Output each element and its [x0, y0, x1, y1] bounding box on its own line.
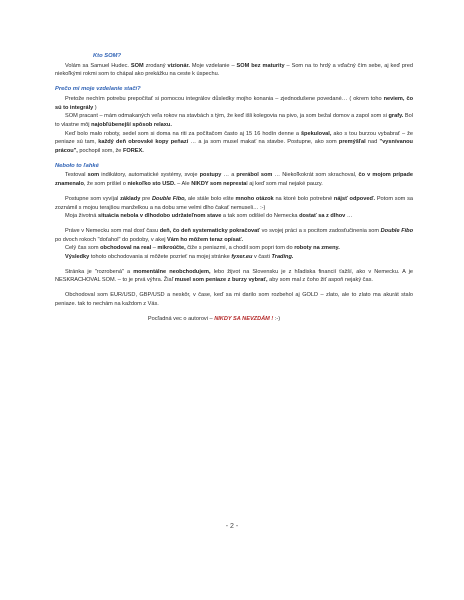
document-page: [55, 52, 413, 323]
bold-text: nájsť odpoveď.: [333, 195, 376, 202]
text: Potom som sa zoznámil s mojou terajšou manželkou a na dobu sme velmi dlho čakať nemuseli… :-): [55, 195, 414, 211]
text: Bol to vlastne môj: [55, 113, 413, 128]
bold-text: SOM bez maturity: [236, 62, 285, 69]
bold-text: Výsledky: [65, 254, 90, 261]
paragraph-intro: [55, 62, 413, 79]
text: l aj keď som mal nejaké pauzy.: [246, 181, 323, 188]
bold-text: dostať sa z dlhov: [299, 213, 346, 220]
bold-text: prerábol som: [236, 172, 273, 179]
text: aby som mal z čoho žiť aspoň nejaký čas.: [269, 277, 373, 284]
text: vo svojej práci a s pocitom zadosťučinenia som: [261, 227, 380, 234]
bold-text: deň, čo deň systematicky pokračovať: [159, 227, 260, 234]
page-number: - 2 -: [225, 523, 239, 530]
text: Keď bolo mało roboty, sedel som si doma na riti za počítačom často aj 15 16 hodín denne a: [65, 130, 299, 137]
bold-text: postupy: [199, 172, 222, 179]
bold-text: NIKDY som nepresta: [191, 181, 247, 188]
text: nad: [367, 139, 378, 146]
paragraph-website: [55, 268, 413, 285]
text: a tak som odišiel do Nemecka: [222, 213, 298, 220]
smiley-text: :-): [274, 315, 281, 322]
text: tohoto obchodovania si môžete pozrieť na mojej stránke: [90, 254, 230, 261]
text: … a ja som musel makať na stavbe. Postupne, ako som: [190, 139, 337, 146]
bold-text: mnoho otázok: [235, 195, 274, 202]
text: …: [346, 213, 353, 220]
text: lebo žijvot na Slovensku je z hľadiska financií ťažší, ako v Nemecku. A je NESKRACHOVAL SOM. – to je prvá výhra. Žiaľ: [55, 268, 413, 284]
text: čiže s peniazmi, a chodil som popri tom do: [187, 245, 293, 252]
text: ale stále bolo ešte: [187, 195, 234, 202]
bold-text: situácia nebola v dlhodobo udržateľnom stave: [97, 213, 222, 220]
text: Obchodoval som EUR/USD, GBP/USD a neskôr, v čase, keď sa mi darilo som rozbehol aj GOLD – zlato, ale to zlato ma akurát stalo peniaze. tak to nechám na každom z Vás.: [55, 292, 413, 307]
text: ): [94, 104, 97, 111]
text: Volám sa Samuel Hudec.: [65, 62, 129, 69]
bold-text: čo v mojom prípade znamenalo: [55, 172, 414, 188]
section-heading-not-easy: Neboło to ľahké: [55, 162, 99, 169]
bold-text: premýšľal: [338, 139, 366, 146]
text: Moje vzdelanie –: [191, 62, 235, 69]
text: po dvoch rokoch "doťahol" do podoby, v akej: [55, 236, 166, 243]
text: –: [152, 245, 156, 252]
bold-text: niekoľko sto USD.: [127, 181, 176, 188]
text: – Som na to hrdý a vďačný čím sebe, aj keď pred niekoľkými rokmi som to chápal ako prekážku na ceste k úspechu.: [55, 62, 414, 78]
text: SOM pracant – mám odmakaných veľa rokov na stavbách s tým, že keď išli kolegovia na pivo, ja som bežal domov a zapol som si: [65, 113, 387, 120]
bold-text: musel som peniaze z burzy vybrať,: [174, 277, 268, 284]
bold-text: grafy.: [388, 113, 404, 120]
text: … a: [223, 172, 235, 179]
section-heading-education: Prečo mi moje vzdelanie stačí?: [55, 86, 141, 93]
bold-italic-text: Double Fibo: [380, 227, 414, 234]
text: – Ale: [177, 181, 190, 188]
bold-text: špekuloval,: [300, 130, 332, 137]
text: na ktoré bolo potrebné: [275, 195, 333, 202]
text: , že som prišiel o: [83, 181, 126, 188]
text: pochopil som, že: [79, 148, 122, 155]
section-heading-who-am-i: Kto SOM?: [93, 53, 122, 59]
text: Stránka je "rozrobená" a: [65, 268, 131, 275]
bold-text: "vysnívanou prácou",: [55, 139, 413, 155]
bold-text: SOM: [130, 62, 144, 69]
bold-text: mikroúčte,: [157, 245, 186, 252]
text: Postupne som vyvíjal: [65, 195, 119, 202]
text: zrodaný: [145, 62, 166, 69]
bold-text: momentálne neobchodujem,: [133, 268, 211, 275]
text: pre: [142, 195, 151, 202]
closing-line: [55, 315, 413, 324]
bold-italic-text: Double Fibo,: [152, 195, 187, 202]
bold-text: základy: [120, 195, 141, 202]
paragraph-education: [55, 95, 413, 156]
text: Pocľadná vec o autorovi –: [147, 315, 213, 322]
bold-text: Vám ho môžem teraz opísať.: [167, 236, 244, 243]
paragraph-germany: [55, 227, 413, 262]
bold-text: najobľúbenejší spôsob relaxu.: [91, 121, 172, 128]
text: v časti: [254, 254, 270, 261]
bold-text: som: [87, 172, 100, 179]
bold-text: každý deň obrovské kopy peňazí: [98, 139, 189, 146]
text: Celý čas som: [65, 245, 99, 252]
text: … Niekoľkokrát som skrachoval,: [274, 172, 357, 179]
bold-italic-text: Trading.: [271, 254, 294, 261]
paragraph-double-fibo: [55, 195, 413, 221]
bold-text: neviem, čo sú to integrály: [55, 95, 413, 111]
text: ako s tou burzou vybabrať – že peniaze sú tam,: [55, 130, 413, 146]
text: indikátory, automatické systémy, svoje: [101, 172, 198, 179]
bold-text: FOREX.: [122, 148, 144, 155]
text: Pretože nechím potrebu prepočítať si pomocou integrálov důsledky mojho konania – zjednodušene povedané… ( okrem toho: [65, 95, 382, 102]
paragraph-traded-pairs: [55, 291, 413, 308]
text: Testoval: [65, 172, 86, 179]
paragraph-testing: [55, 171, 413, 188]
website-link[interactable]: fyxer.eu: [231, 254, 253, 261]
bold-text: vizionár.: [167, 62, 190, 69]
text: Moja životná: [65, 213, 97, 220]
text: Práve v Nemecku som mal dosť času: [65, 227, 159, 234]
bold-text: obchodoval na real: [100, 245, 152, 252]
bold-text: roboty na zmeny.: [294, 245, 340, 252]
motto-text: NIKDY SA NEVZDÁM !: [214, 315, 274, 322]
